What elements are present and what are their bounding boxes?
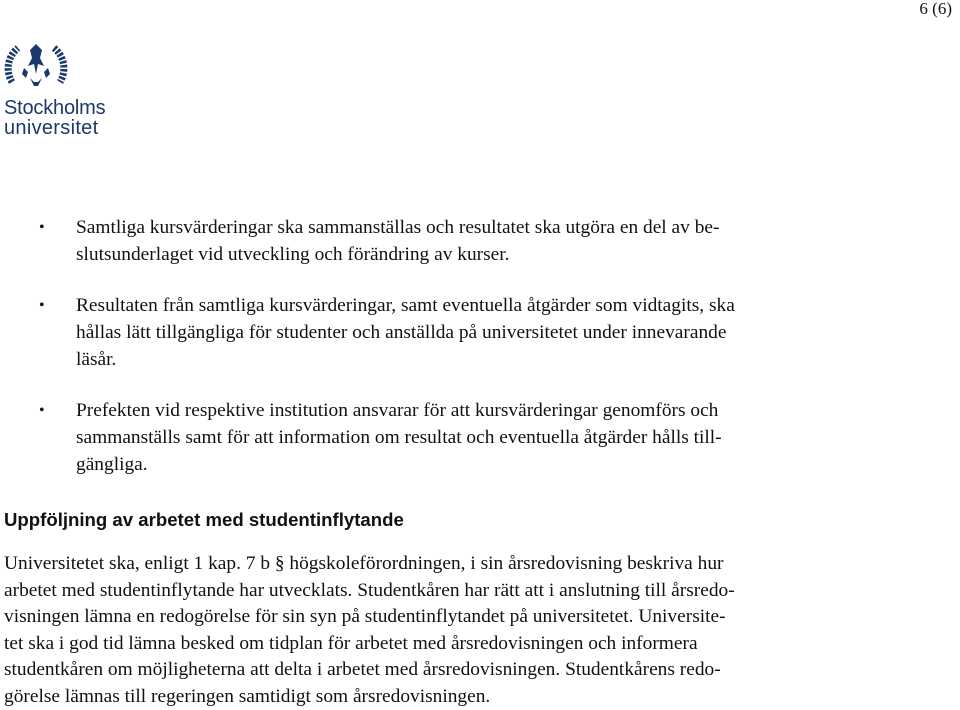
logo-text-stockholms: Stockholms bbox=[4, 98, 105, 118]
logo-text-universitet: universitet bbox=[4, 118, 98, 138]
university-seal-icon bbox=[4, 38, 68, 96]
bullet-line: sammanställs samt för att information om resultat och eventuella åtgärder hålls till- bbox=[76, 427, 722, 448]
bullet-line: gängliga. bbox=[76, 454, 148, 475]
bullet-item bbox=[36, 214, 836, 268]
bullet-line: slutsunderlaget vid utveckling och förändring av kurser. bbox=[76, 244, 510, 265]
university-logo bbox=[4, 38, 124, 138]
paragraph-line: visningen lämna en redogörelse för sin syn på studentinflytandet på universitetet. Universite- bbox=[4, 604, 856, 631]
bullet-line: Prefekten vid respektive institution ansvarar för att kursvärderingar genomförs och bbox=[76, 400, 718, 421]
paragraph-line: tet ska i god tid lämna besked om tidplan för arbetet med årsredovisningen och informera bbox=[4, 631, 856, 658]
bullet-line: läsår. bbox=[76, 349, 116, 370]
bullet-dot-icon: • bbox=[39, 214, 45, 241]
bullet-line: Resultaten från samtliga kursvärderingar, samt eventuella åtgärder som vidtagits, ska bbox=[76, 295, 735, 316]
bullet-item bbox=[36, 292, 836, 373]
bullet-list bbox=[36, 214, 836, 501]
bullet-dot-icon: • bbox=[39, 292, 45, 319]
paragraph-line: arbetet med studentinflytande har utvecklats. Studentkåren har rätt att i anslutning till årsredo- bbox=[4, 578, 856, 605]
section-heading: Uppföljning av arbetet med studentinflytande bbox=[4, 508, 404, 532]
paragraph-line: Universitetet ska, enligt 1 kap. 7 b § högskoleförordningen, i sin årsredovisning beskriva hur bbox=[4, 551, 856, 578]
paragraph-line: studentkåren om möjligheterna att delta i arbetet med årsredovisningen. Studentkårens redo- bbox=[4, 657, 856, 684]
bullet-dot-icon: • bbox=[39, 397, 45, 424]
bullet-item bbox=[36, 397, 836, 478]
bullet-line: Samtliga kursvärderingar ska sammanställas och resultatet ska utgöra en del av be- bbox=[76, 217, 719, 238]
paragraph-line: görelse lämnas till regeringen samtidigt som årsredovisningen. bbox=[4, 684, 856, 710]
bullet-line: hållas lätt tillgängliga för studenter och anställda på universitetet under innevarande bbox=[76, 322, 726, 343]
page-number: 6 (6) bbox=[919, 0, 952, 18]
section-paragraph bbox=[4, 551, 856, 710]
